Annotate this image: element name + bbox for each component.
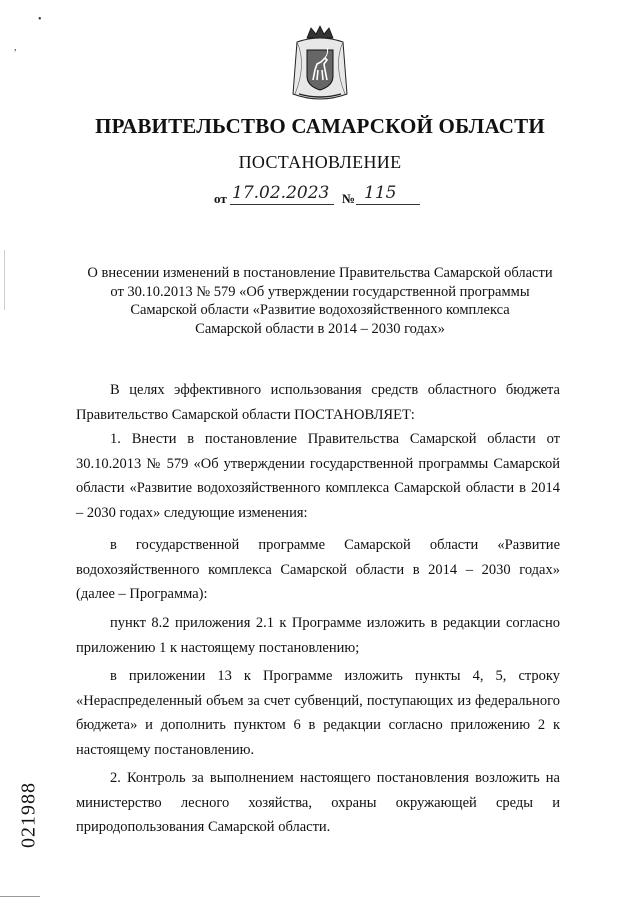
number-underline	[356, 204, 420, 205]
paragraph-text: В целях эффективного использования средств областного бюджета Правительство Самарской области ПОСТАНОВЛЯЕТ:	[76, 382, 560, 423]
paragraph-text: в государственной программе Самарской области «Развитие водохозяйственного комплекса Самарской области в 2014 – 2030 годах» (далее – Программа):	[76, 537, 560, 602]
document-type: ПОСТАНОВЛЕНИЕ	[238, 152, 402, 172]
paragraph-text: в приложении 13 к Программе изложить пункты 4, 5, строку «Нераспределенный объем за счет субвенций, поступающих из федерального бюджета» и дополнить пунктом 6 в редакции согласно приложению 2 к настоящему постановлению.	[76, 668, 560, 758]
date-label: от	[214, 191, 227, 206]
side-registration-number	[14, 770, 44, 860]
paragraph-item-2	[76, 766, 560, 840]
date-value: 17.02.2023	[232, 183, 330, 203]
coat-of-arms-emblem	[287, 24, 353, 104]
subject-line: Самарской области в 2014 – 2030 годах»	[195, 320, 445, 337]
paragraph-item-1	[76, 427, 560, 525]
date-number-line	[214, 183, 454, 209]
paragraph-point-8-2	[76, 611, 560, 660]
subject-line: Самарской области «Развитие водохозяйственного комплекса	[130, 302, 510, 318]
paragraph-text: 2. Контроль за выполнением настоящего постановления возложить на министерство лесного хозяйства, охраны окружающей среды и природопользования Самарской области.	[76, 770, 560, 835]
subject-line: О внесении изменений в постановление Правительства Самарской области	[87, 265, 553, 281]
number-label: №	[342, 191, 356, 206]
subject-line: от 30.10.2013 № 579 «Об утверждении государственной программы	[110, 283, 530, 300]
scan-bottom-line	[0, 896, 40, 897]
paragraph-appendix-13	[76, 664, 560, 762]
decree-subject	[64, 264, 576, 338]
paragraph-text: 1. Внести в постановление Правительства Самарской области от 30.10.2013 № 579 «Об утверждении государственной программы Самарской области «Развитие водохозяйственного комплекса Самарской области в 2014 – 2030 годах» следующие изменения:	[76, 431, 560, 521]
paragraph-text: пункт 8.2 приложения 2.1 к Программе изложить в редакции согласно приложению 1 к настоящему постановлению;	[76, 615, 560, 656]
scan-mark: •	[38, 14, 42, 25]
government-title: ПРАВИТЕЛЬСТВО САМАРСКОЙ ОБЛАСТИ	[95, 114, 545, 138]
date-underline	[230, 204, 334, 205]
side-number-text: 021988	[17, 782, 40, 848]
paragraph-program	[76, 533, 560, 607]
paragraph-preamble	[76, 378, 560, 427]
scan-edge-line	[4, 250, 5, 310]
scan-mark: ,	[14, 42, 17, 53]
number-value: 115	[364, 183, 397, 203]
